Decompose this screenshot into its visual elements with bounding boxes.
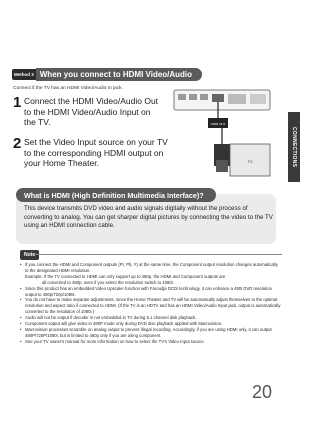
connection-diagram (172, 88, 272, 183)
note-item-example: Example: If the TV connected to HDMI can only support up to 480p, the HDMI and Component outputs are (25, 273, 226, 279)
note-item: • You do not have to make separate adjustments, since the Home Theater and TV will be automatically adjust themselves to the optimal resolution and aspect ratio if connected to HDMI. (If the TV is an HDTV and has an HDMI Video/Audio Input jack, output is automatically converted to the resolution of 1080i.) (20, 297, 282, 315)
note-item: • Since this product has an embedded Video Upscaler function with Faroudja DCDi technology, it can enhance a 480i DVD resolution output to 480p/720p/1080i. (20, 286, 282, 298)
notes-list (20, 262, 282, 345)
note-item-example-cont: all converted to 480p, even if you select the resolution switch to 1080i. (42, 279, 174, 285)
panel-jack (200, 94, 208, 100)
section-side-tab (288, 112, 300, 182)
method-title: When you connect to HDMI Video/Audio (36, 68, 202, 81)
panel-jack (189, 94, 197, 100)
method-badge: Method 3 (12, 69, 36, 80)
tv-label: TV (247, 159, 253, 164)
note-item: • Component output will give video in 480P mode only during DVD disc playback applied with Macrovision. (20, 321, 282, 327)
step-text: Set the Video Input source on your TV to the corresponding HDMI output on your Home Theater. (24, 137, 168, 168)
step-1 (13, 96, 164, 128)
note-item: • Audio will not be output if decoder is not embedded in TV during 5.1 channel disk playback. (20, 315, 282, 321)
hdmi-info-title: What is HDMI (High Definition Multimedia Interface)? (16, 188, 216, 202)
note-item: • Macrovision processes scramble on analog output to prevent illegal recording. Accordingly, if you are using HDMI only, it can output 480P/720P/1080i, but is limited to 480p only if you are using component. (20, 327, 282, 339)
hdmi-plug-end (216, 160, 228, 172)
cable-label: HDMI OUT (210, 122, 226, 126)
step-2 (13, 137, 172, 169)
panel-jack (178, 94, 186, 100)
hdmi-info-text: This device transmits DVD video and audio signals digitally without the process of converting to analog. You can get sharper digital pictures by connecting the video to the TV using an HDMI connection cable. (24, 205, 273, 230)
step-number: 1 (13, 94, 22, 111)
hdmi-jack (212, 94, 224, 102)
panel-jack (228, 94, 246, 104)
step-number: 2 (13, 135, 22, 152)
page-number: 20 (252, 382, 273, 402)
note-divider (34, 254, 282, 255)
method-header (12, 68, 202, 81)
side-tab-label: CONNECTIONS (291, 126, 297, 168)
note-item: • If you connect the HDMI and Component outputs (Pr, Pb, Y) at the same time, the Component output resolution changes automatically to the designated HDMI resolution. (20, 262, 282, 274)
step-text: Connect the HDMI Video/Audio Out to the HDMI Video/Audio Input on the TV. (24, 96, 159, 127)
panel-jack (250, 94, 266, 104)
note-item: • See your TV owner's manual for more information on how to select the TV's Video Input source. (20, 339, 282, 345)
hdmi-info-box (16, 188, 276, 244)
intro-text: Connect if the TV has an HDMI Video/Audio In jack. (13, 86, 123, 91)
note-badge: Note (20, 250, 39, 260)
